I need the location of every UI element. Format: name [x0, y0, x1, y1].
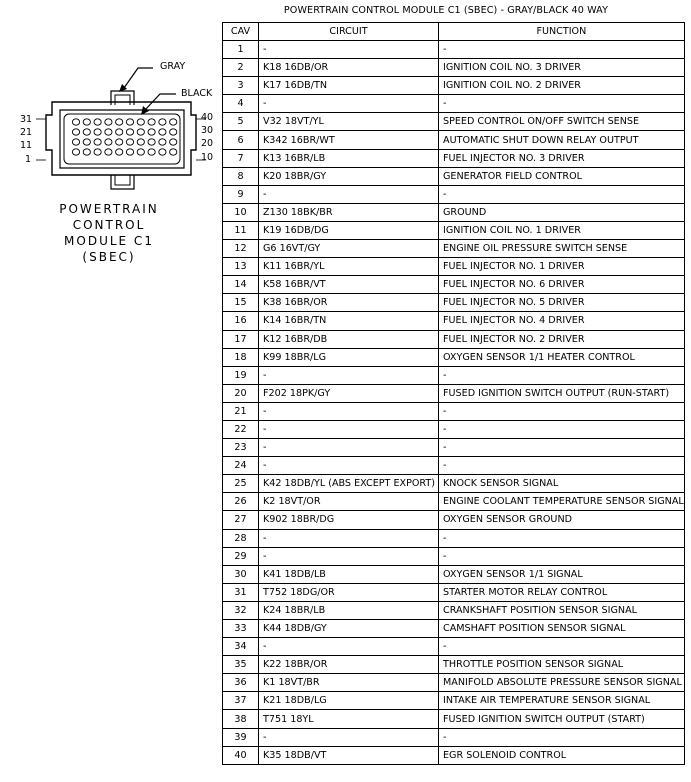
- cav-cell: 13: [223, 258, 259, 276]
- function-cell: ENGINE OIL PRESSURE SWITCH SENSE: [439, 240, 685, 258]
- circuit-cell: K18 16DB/OR: [259, 59, 439, 77]
- table-row: [223, 547, 685, 565]
- table-row: [223, 511, 685, 529]
- table-row: [223, 746, 685, 764]
- circuit-cell: -: [259, 457, 439, 475]
- pin-hole: [83, 119, 90, 125]
- pin-hole: [159, 149, 166, 155]
- function-cell: GENERATOR FIELD CONTROL: [439, 167, 685, 185]
- connector-caption-line-3: MODULE C1: [64, 234, 154, 248]
- table-row: [223, 276, 685, 294]
- cav-cell: 37: [223, 692, 259, 710]
- table-row: [223, 402, 685, 420]
- table-row: [223, 203, 685, 221]
- cav-cell: 22: [223, 420, 259, 438]
- cav-cell: 36: [223, 674, 259, 692]
- header-function: FUNCTION: [439, 23, 685, 41]
- circuit-cell: -: [259, 439, 439, 457]
- function-cell: CAMSHAFT POSITION SENSOR SIGNAL: [439, 620, 685, 638]
- circuit-cell: K35 18DB/VT: [259, 746, 439, 764]
- pin-hole: [94, 129, 101, 135]
- circuit-cell: K20 18BR/GY: [259, 167, 439, 185]
- function-cell: FUEL INJECTOR NO. 1 DRIVER: [439, 258, 685, 276]
- circuit-cell: -: [259, 185, 439, 203]
- function-cell: -: [439, 420, 685, 438]
- pin-hole: [137, 139, 144, 145]
- function-cell: STARTER MOTOR RELAY CONTROL: [439, 583, 685, 601]
- cav-cell: 15: [223, 294, 259, 312]
- circuit-cell: K14 16BR/TN: [259, 312, 439, 330]
- pinout-table: [222, 22, 685, 765]
- pin-hole: [126, 139, 133, 145]
- circuit-cell: K1 18VT/BR: [259, 674, 439, 692]
- circuit-cell: K21 18DB/LG: [259, 692, 439, 710]
- table-row: [223, 529, 685, 547]
- bottom-latch: [111, 175, 134, 189]
- function-cell: INTAKE AIR TEMPERATURE SENSOR SIGNAL: [439, 692, 685, 710]
- cav-cell: 10: [223, 203, 259, 221]
- table-row: [223, 294, 685, 312]
- pin-hole: [105, 149, 112, 155]
- function-cell: -: [439, 366, 685, 384]
- table-row: [223, 638, 685, 656]
- table-row: [223, 59, 685, 77]
- top-latch: [111, 91, 134, 105]
- cav-cell: 28: [223, 529, 259, 547]
- circuit-cell: G6 16VT/GY: [259, 240, 439, 258]
- function-cell: -: [439, 95, 685, 113]
- cav-cell: 31: [223, 583, 259, 601]
- cav-cell: 32: [223, 601, 259, 619]
- pin-hole: [148, 129, 155, 135]
- header-cav: CAV: [223, 23, 259, 41]
- pin-hole: [105, 139, 112, 145]
- circuit-cell: -: [259, 547, 439, 565]
- table-row: [223, 348, 685, 366]
- circuit-cell: K42 18DB/YL (ABS EXCEPT EXPORT): [259, 475, 439, 493]
- pin-number-11: 11: [20, 140, 33, 151]
- pin-number-10: 10: [201, 152, 214, 163]
- circuit-cell: K41 18DB/LB: [259, 565, 439, 583]
- function-cell: GROUND: [439, 203, 685, 221]
- pin-hole: [148, 119, 155, 125]
- function-cell: -: [439, 457, 685, 475]
- cav-cell: 33: [223, 620, 259, 638]
- function-cell: IGNITION COIL NO. 2 DRIVER: [439, 77, 685, 95]
- function-cell: FUEL INJECTOR NO. 4 DRIVER: [439, 312, 685, 330]
- function-cell: ENGINE COOLANT TEMPERATURE SENSOR SIGNAL: [439, 493, 685, 511]
- function-cell: EGR SOLENOID CONTROL: [439, 746, 685, 764]
- cav-cell: 14: [223, 276, 259, 294]
- pin-hole: [126, 119, 133, 125]
- cav-cell: 26: [223, 493, 259, 511]
- gray-arrow: [124, 68, 153, 88]
- pin-hole: [170, 149, 177, 155]
- table-row: [223, 113, 685, 131]
- pin-number-1: 1: [25, 154, 32, 165]
- table-row: [223, 457, 685, 475]
- circuit-cell: -: [259, 529, 439, 547]
- cav-cell: 5: [223, 113, 259, 131]
- circuit-cell: -: [259, 638, 439, 656]
- cav-cell: 11: [223, 221, 259, 239]
- function-cell: FUEL INJECTOR NO. 6 DRIVER: [439, 276, 685, 294]
- pin-hole: [116, 149, 123, 155]
- cav-cell: 6: [223, 131, 259, 149]
- pin-hole: [94, 139, 101, 145]
- pin-hole: [72, 129, 79, 135]
- table-row: [223, 583, 685, 601]
- circuit-cell: K58 16BR/VT: [259, 276, 439, 294]
- circuit-cell: K38 16BR/OR: [259, 294, 439, 312]
- cav-cell: 1: [223, 41, 259, 59]
- table-row: [223, 601, 685, 619]
- circuit-cell: T751 18YL: [259, 710, 439, 728]
- cav-cell: 3: [223, 77, 259, 95]
- cav-cell: 34: [223, 638, 259, 656]
- cav-cell: 23: [223, 439, 259, 457]
- circuit-cell: K19 16DB/DG: [259, 221, 439, 239]
- cav-cell: 20: [223, 384, 259, 402]
- cav-cell: 12: [223, 240, 259, 258]
- function-cell: MANIFOLD ABSOLUTE PRESSURE SENSOR SIGNAL: [439, 674, 685, 692]
- function-cell: FUSED IGNITION SWITCH OUTPUT (START): [439, 710, 685, 728]
- pin-hole: [83, 129, 90, 135]
- function-cell: FUEL INJECTOR NO. 3 DRIVER: [439, 149, 685, 167]
- connector-diagram: [0, 40, 222, 280]
- table-row: [223, 149, 685, 167]
- table-row: [223, 77, 685, 95]
- table-row: [223, 439, 685, 457]
- pin-hole: [137, 149, 144, 155]
- function-cell: FUEL INJECTOR NO. 5 DRIVER: [439, 294, 685, 312]
- table-row: [223, 728, 685, 746]
- pin-hole: [170, 139, 177, 145]
- black-label: BLACK: [181, 88, 213, 99]
- cav-cell: 30: [223, 565, 259, 583]
- function-cell: -: [439, 638, 685, 656]
- page-title: POWERTRAIN CONTROL MODULE C1 (SBEC) - GRAY/BLACK 40 WAY: [283, 5, 609, 16]
- circuit-cell: F202 18PK/GY: [259, 384, 439, 402]
- pin-hole: [105, 119, 112, 125]
- pin-hole: [170, 119, 177, 125]
- function-cell: OXYGEN SENSOR GROUND: [439, 511, 685, 529]
- function-cell: KNOCK SENSOR SIGNAL: [439, 475, 685, 493]
- pin-hole: [72, 139, 79, 145]
- cav-cell: 40: [223, 746, 259, 764]
- cav-cell: 24: [223, 457, 259, 475]
- table-row: [223, 710, 685, 728]
- cav-cell: 19: [223, 366, 259, 384]
- connector-caption-line-4: (SBEC): [82, 250, 136, 264]
- table-row: [223, 41, 685, 59]
- circuit-cell: T752 18DG/OR: [259, 583, 439, 601]
- cav-cell: 29: [223, 547, 259, 565]
- pin-hole: [116, 129, 123, 135]
- table-header-row: [223, 23, 685, 41]
- connector-caption-line-2: CONTROL: [72, 218, 146, 232]
- pin-hole: [94, 149, 101, 155]
- cav-cell: 4: [223, 95, 259, 113]
- cav-cell: 25: [223, 475, 259, 493]
- function-cell: IGNITION COIL NO. 1 DRIVER: [439, 221, 685, 239]
- cav-cell: 17: [223, 330, 259, 348]
- function-cell: SPEED CONTROL ON/OFF SWITCH SENSE: [439, 113, 685, 131]
- cav-cell: 21: [223, 402, 259, 420]
- circuit-cell: K44 18DB/GY: [259, 620, 439, 638]
- circuit-cell: K2 18VT/OR: [259, 493, 439, 511]
- pin-hole: [72, 119, 79, 125]
- function-cell: CRANKSHAFT POSITION SENSOR SIGNAL: [439, 601, 685, 619]
- cav-cell: 9: [223, 185, 259, 203]
- pin-hole: [159, 119, 166, 125]
- function-cell: AUTOMATIC SHUT DOWN RELAY OUTPUT: [439, 131, 685, 149]
- circuit-cell: K902 18BR/DG: [259, 511, 439, 529]
- pin-hole: [83, 149, 90, 155]
- header-circuit: CIRCUIT: [259, 23, 439, 41]
- circuit-cell: -: [259, 728, 439, 746]
- circuit-cell: K17 16DB/TN: [259, 77, 439, 95]
- function-cell: IGNITION COIL NO. 3 DRIVER: [439, 59, 685, 77]
- circuit-cell: -: [259, 402, 439, 420]
- table-row: [223, 620, 685, 638]
- table-row: [223, 420, 685, 438]
- circuit-cell: K99 18BR/LG: [259, 348, 439, 366]
- pin-hole: [148, 139, 155, 145]
- pin-hole: [126, 149, 133, 155]
- table-row: [223, 656, 685, 674]
- table-body: [223, 41, 685, 765]
- circuit-cell: -: [259, 366, 439, 384]
- cav-cell: 16: [223, 312, 259, 330]
- table-row: [223, 221, 685, 239]
- cav-cell: 35: [223, 656, 259, 674]
- pin-hole: [94, 119, 101, 125]
- cav-cell: 2: [223, 59, 259, 77]
- function-cell: -: [439, 41, 685, 59]
- circuit-cell: K11 16BR/YL: [259, 258, 439, 276]
- cav-cell: 39: [223, 728, 259, 746]
- table-row: [223, 692, 685, 710]
- function-cell: OXYGEN SENSOR 1/1 SIGNAL: [439, 565, 685, 583]
- cav-cell: 27: [223, 511, 259, 529]
- table-row: [223, 240, 685, 258]
- table-row: [223, 167, 685, 185]
- circuit-cell: -: [259, 95, 439, 113]
- pin-number-30: 30: [201, 125, 214, 136]
- table-row: [223, 258, 685, 276]
- pin-hole: [170, 129, 177, 135]
- pin-hole: [72, 149, 79, 155]
- pin-hole: [148, 149, 155, 155]
- pin-number-40: 40: [201, 112, 214, 123]
- function-cell: FUSED IGNITION SWITCH OUTPUT (RUN-START): [439, 384, 685, 402]
- pin-hole: [105, 129, 112, 135]
- pin-number-20: 20: [201, 138, 214, 149]
- table-row: [223, 366, 685, 384]
- circuit-cell: K22 18BR/OR: [259, 656, 439, 674]
- function-cell: -: [439, 547, 685, 565]
- function-cell: -: [439, 529, 685, 547]
- circuit-cell: K12 16BR/DB: [259, 330, 439, 348]
- function-cell: OXYGEN SENSOR 1/1 HEATER CONTROL: [439, 348, 685, 366]
- table-row: [223, 384, 685, 402]
- table-row: [223, 475, 685, 493]
- pin-hole: [83, 139, 90, 145]
- pin-hole: [116, 119, 123, 125]
- table-row: [223, 493, 685, 511]
- pin-hole: [126, 129, 133, 135]
- circuit-cell: K24 18BR/LB: [259, 601, 439, 619]
- connector-caption-line-1: POWERTRAIN: [59, 202, 159, 216]
- function-cell: -: [439, 402, 685, 420]
- function-cell: -: [439, 185, 685, 203]
- table-row: [223, 330, 685, 348]
- table-row: [223, 185, 685, 203]
- function-cell: THROTTLE POSITION SENSOR SIGNAL: [439, 656, 685, 674]
- function-cell: -: [439, 728, 685, 746]
- pin-number-31: 31: [20, 114, 33, 125]
- circuit-cell: K13 16BR/LB: [259, 149, 439, 167]
- circuit-cell: K342 16BR/WT: [259, 131, 439, 149]
- pin-hole: [137, 129, 144, 135]
- pin-hole: [159, 129, 166, 135]
- pin-holes: [72, 119, 176, 155]
- pin-number-21: 21: [20, 127, 33, 138]
- circuit-cell: -: [259, 41, 439, 59]
- table-row: [223, 131, 685, 149]
- gray-label: GRAY: [160, 61, 186, 72]
- cav-cell: 7: [223, 149, 259, 167]
- pin-hole: [137, 119, 144, 125]
- table-row: [223, 312, 685, 330]
- circuit-cell: V32 18VT/YL: [259, 113, 439, 131]
- pin-hole: [159, 139, 166, 145]
- table-row: [223, 95, 685, 113]
- circuit-cell: Z130 18BK/BR: [259, 203, 439, 221]
- pin-hole: [116, 139, 123, 145]
- cav-cell: 8: [223, 167, 259, 185]
- cav-cell: 18: [223, 348, 259, 366]
- function-cell: FUEL INJECTOR NO. 2 DRIVER: [439, 330, 685, 348]
- circuit-cell: -: [259, 420, 439, 438]
- table-row: [223, 674, 685, 692]
- function-cell: -: [439, 439, 685, 457]
- table-row: [223, 565, 685, 583]
- cav-cell: 38: [223, 710, 259, 728]
